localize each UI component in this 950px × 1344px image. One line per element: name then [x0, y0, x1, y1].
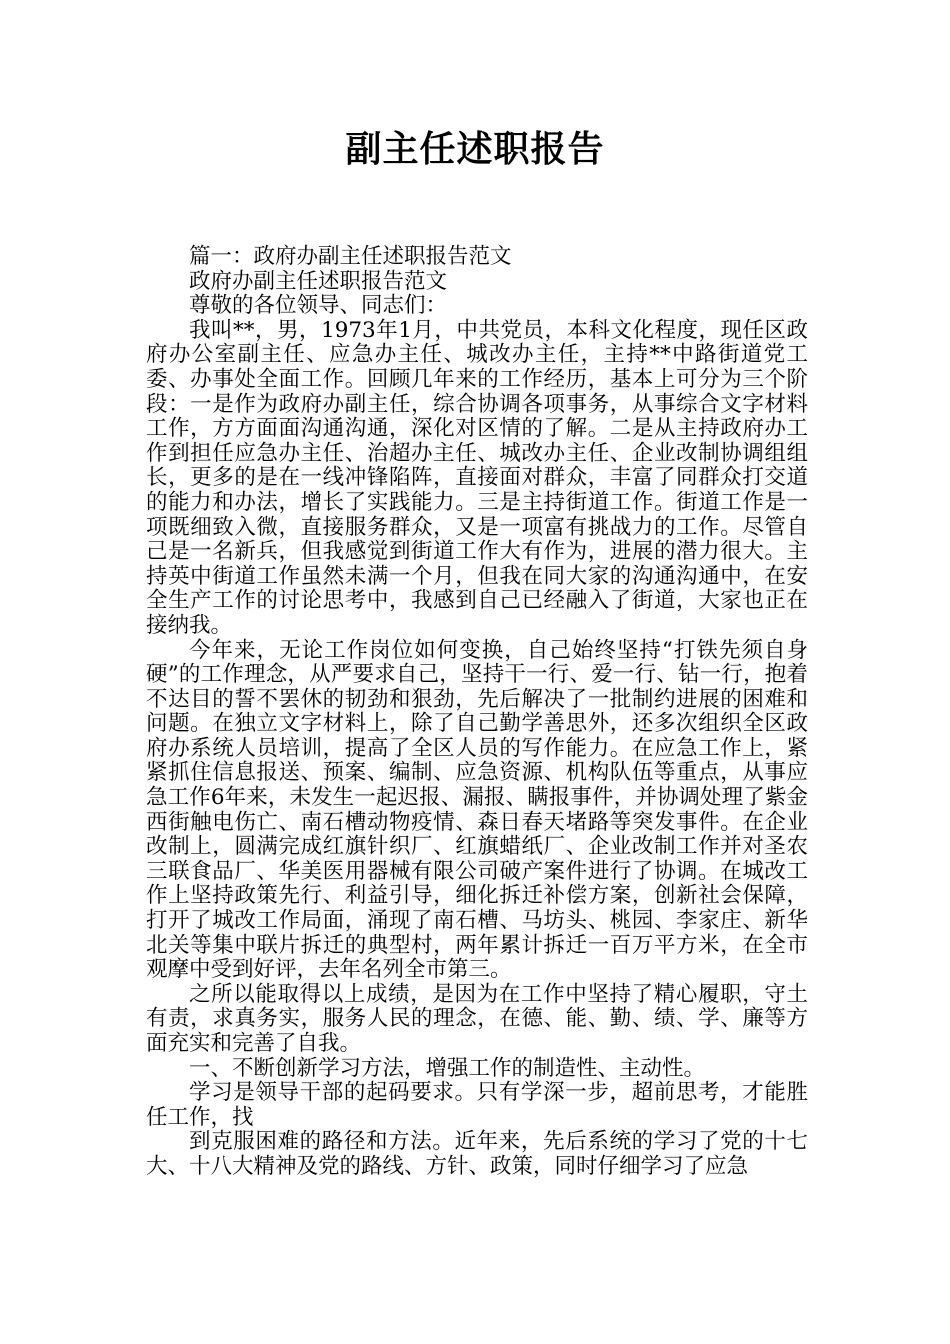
- paragraph: 到克服困难的路径和方法。近年来，先后系统的学习了党的十七大、十八大精神及党的路线、方针、政策，同时仔细学习了应急: [146, 1129, 808, 1179]
- paragraph: 今年来，无论工作岗位如何变换，自己始终坚持“打铁先须自身硬”的工作理念，从严要求自己，坚持干一行、爱一行、钻一行，抱着不达目的誓不罢休的韧劲和狠劲，先后解决了一批制约进展的困难和问题。在独立文字材料上，除了自己勤学善思外，还多次组织全区政府办系统人员培训，提高了全区人员的写作能力。在应急工作上，紧紧抓住信息报送、预案、编制、应急资源、机构队伍等重点，从事应急工作6年来，未发生一起迟报、漏报、瞒报事件，并协调处理了紫金西街触电伤亡、南石槽动物疫情、森日春天堵路等突发事件。在企业改制上，圆满完成红旗针织厂、红旗蜡纸厂、企业改制工作并对圣农三联食品厂、华美医用器械有限公司破产案件进行了协调。在城改工作上坚持政策先行、利益引导，细化拆迁补偿方案，创新社会保障，打开了城改工作局面，涌现了南石槽、马坊头、桃园、李家庄、新华北关等集中联片拆迁的典型村，两年累计拆迁一百万平方米，在全市观摩中受到好评，去年名列全市第三。: [146, 637, 808, 983]
- document-title: 副主任述职报告: [345, 129, 605, 170]
- paragraph: 一、不断创新学习方法，增强工作的制造性、主动性。: [189, 1055, 706, 1081]
- paragraph: 尊敬的各位领导、同志们：: [189, 293, 448, 319]
- document-body: [146, 245, 808, 1180]
- paragraph: 篇一：政府办副主任述职报告范文: [189, 244, 512, 269]
- paragraph: 政府办副主任述职报告范文: [189, 268, 448, 294]
- paragraph: 我叫**，男，1973年1月，中共党员，本科文化程度，现任区政府办公室副主任、应急办主任、城改办主任，主持**中路街道党工委、办事处全面工作。回顾几年来的工作经历，基本上可分为三个阶段：一是作为政府办副主任，综合协调各项事务，从事综合文字材料工作，方方面面沟通沟通，深化对区情的了解。二是从主持政府办工作到担任应急办主任、治超办主任、城改办主任、企业改制协调组组长，更多的是在一线冲锋陷阵，直接面对群众，丰富了同群众打交道的能力和办法，增长了实践能力。三是主持街道工作。街道工作是一项既细致入微，直接服务群众，又是一项富有挑战力的工作。尽管自己是一名新兵，但我感觉到街道工作大有作为，进展的潜力很大。主持英中街道工作虽然未满一个月，但我在同大家的沟通沟通中，在安全生产工作的讨论思考中，我感到自己已经融入了街道，大家也正在接纳我。: [146, 317, 808, 638]
- paragraph: 之所以能取得以上成绩，是因为在工作中坚持了精心履职，守土有责，求真务实，服务人民的理念，在德、能、勤、绩、学、廉等方面充实和完善了自我。: [146, 981, 808, 1056]
- paragraph: 学习是领导干部的起码要求。只有学深一步，超前思考，才能胜任工作，找: [146, 1080, 808, 1130]
